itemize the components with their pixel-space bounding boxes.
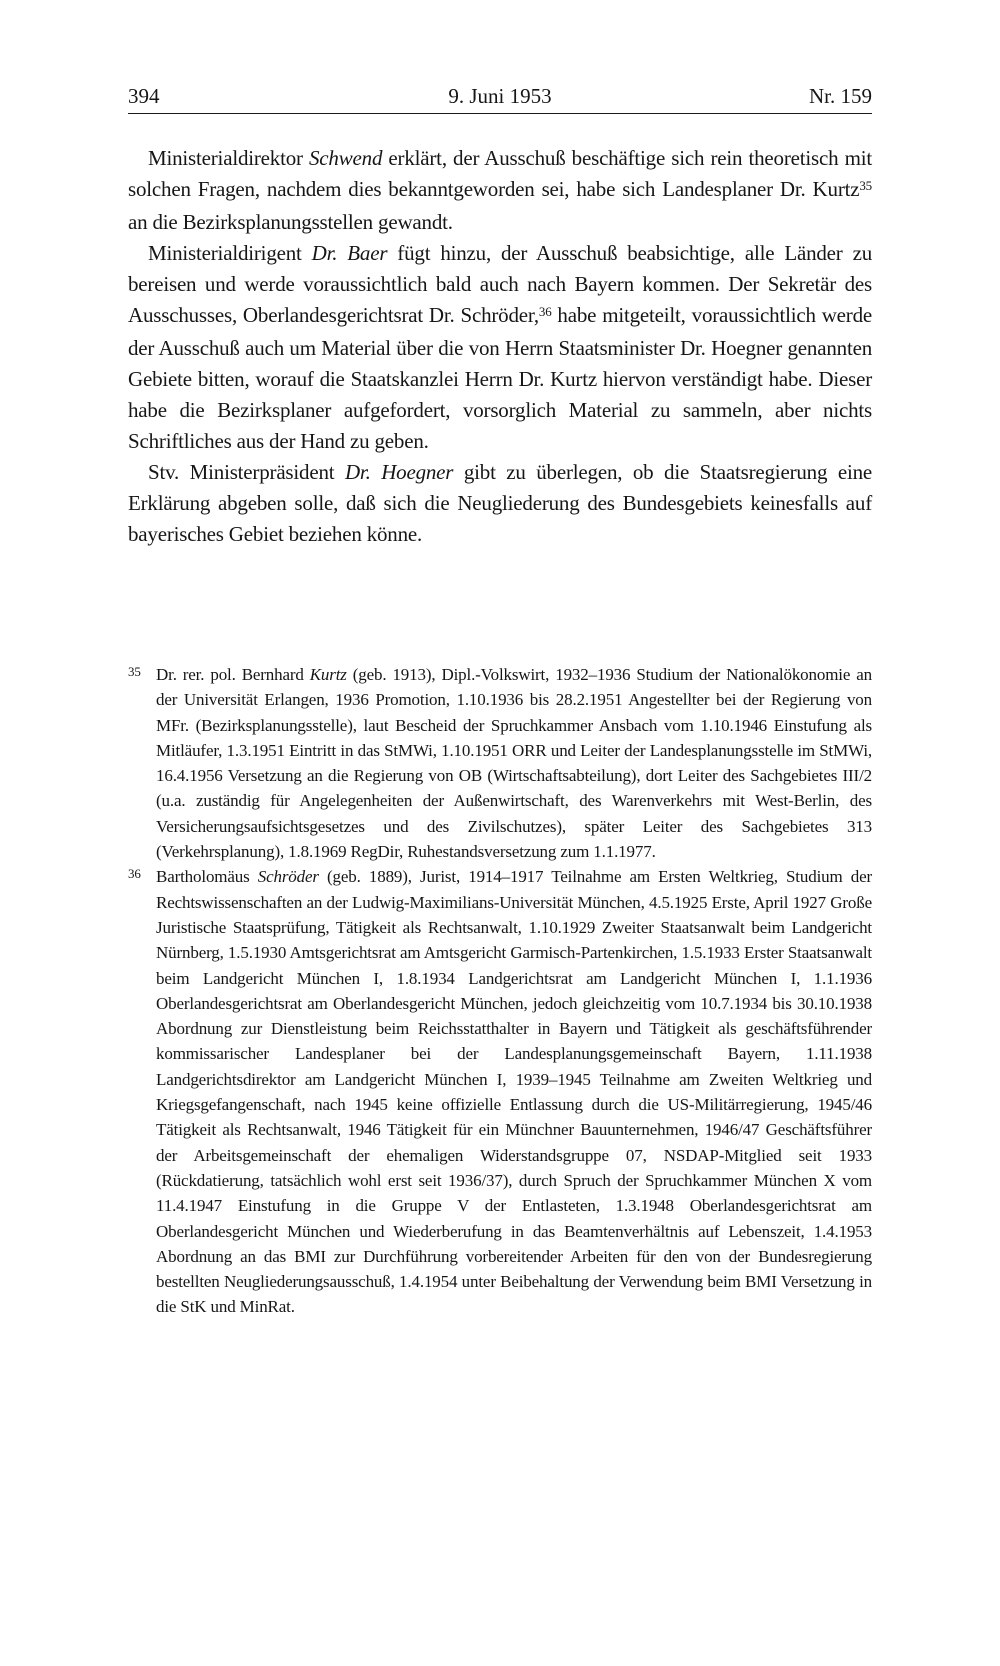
- paragraph: Stv. Ministerpräsident Dr. Hoegner gibt zu überlegen, ob die Staatsregierung eine Erklärung abgeben solle, daß sich die Neugliederung des Bundesgebiets keinesfalls auf bayerisches Gebiet beziehen könne.: [128, 460, 872, 546]
- footnotes-section: [128, 662, 872, 1320]
- body-text: [128, 143, 872, 550]
- paragraph: Ministerialdirigent Dr. Baer fügt hinzu, der Ausschuß beabsichtige, alle Länder zu bereisen und werde voraussichtlich bald auch nach Bayern kommen. Der Sekretär des Ausschusses, Oberlandesgerichtsrat Dr. Schröder,$^{36}$ habe mitgeteilt, voraussichtlich werde der Ausschuß auch um Material über die von Herrn Staatsminister Dr. Hoegner genannten Gebiete bitten, worauf die Staatskanzlei Herrn Dr. Kurtz hiervon verständigt habe. Dieser habe die Bezirksplaner aufgefordert, vorsorglich Material zu sammeln, aber nichts Schriftliches aus der Hand zu geben.: [128, 241, 872, 453]
- header-date: 9. Juni 1953: [448, 84, 552, 108]
- footnote-marker: 35: [128, 664, 141, 679]
- footnote-text: Bartholomäus Schröder (geb. 1889), Jurist, 1914–1917 Teilnahme am Ersten Weltkrieg, Studium der Rechtswissenschaften an der Ludwig-Maximilians-Universität München, 4.5.1925 Erste, April 1927 Große Juristische Staatsprüfung, Tätigkeit als Rechtsanwalt, 1.10.1929 Zweiter Staatsanwalt beim Landgericht Nürnberg, 1.5.1930 Amtsgerichtsrat am Amtsgericht Garmisch-Partenkirchen, 1.5.1933 Erster Staatsanwalt beim Landgericht München I, 1.8.1934 Landgerichtsrat am Landgericht München I, 1.1.1936 Oberlandesgerichtsrat am Oberlandesgericht München, jedoch gleichzeitig vom 10.7.1934 bis 30.10.1938 Abordnung zur Dienstleistung beim Reichsstatthalter in Bayern und Tätigkeit als geschäftsführender kommissarischer Landesplaner bei der Landesplanungsgemeinschaft Bayern, 1.11.1938 Landgerichtsdirektor am Landgericht München I, 1939–1945 Teilnahme am Zweiten Weltkrieg und Kriegsgefangenschaft, nach 1945 keine offizielle Entlassung durch die US-Militärregierung, 1945/46 Tätigkeit als Rechtsanwalt, 1946 Tätigkeit für ein Münchner Bauunternehmen, 1946/47 Geschäftsführer der Arbeitsgemeinschaft der ehemaligen Widerstandsgruppe 07, NSDAP-Mitglied seit 1933 (Rückdatierung, tatsächlich wohl erst seit 1936/37), durch Spruch der Spruchkammer München X vom 11.4.1947 Einstufung in die Gruppe V der Entlasteten, 1.3.1948 Oberlandesgerichtsrat am Oberlandesgericht München und Wiederberufung in das Beamtenverhältnis auf Lebenszeit, 1.4.1953 Abordnung an das BMI zur Durchführung vorbereitender Arbeiten für den von der Bundesregierung bestellten Neugliederungsausschuß, 1.4.1954 unter Beibehaltung der Verwendung beim BMI Versetzung in die StK und MinRat.: [156, 867, 872, 1317]
- footnote-35: [128, 662, 872, 864]
- header-doc-number: Nr. 159: [809, 84, 872, 108]
- footnote-36: [128, 864, 872, 1319]
- footnote-marker: 36: [128, 866, 141, 882]
- footnote-text: Dr. rer. pol. Bernhard Kurtz (geb. 1913), Dipl.-Volkswirt, 1932–1936 Studium der Nationalökonomie an der Universität Erlangen, 1936 Promotion, 1.10.1936 bis 28.2.1951 Angestellter bei der Regierung von MFr. (Bezirksplanungsstelle), laut Bescheid der Spruchkammer Ansbach vom 1.10.1946 Einstufung als Mitläufer, 1.3.1951 Eintritt in das StMWi, 1.10.1951 ORR und Leiter der Landesplanungsstelle im StMWi, 16.4.1956 Versetzung an die Regierung von OB (Wirtschaftsabteilung), dort Leiter des Sachgebietes III/2 (u.a. zuständig für Angelegenheiten der Außenwirtschaft, des Warenverkehrs mit West-Berlin, des Versicherungsaufsichtsgesetzes und des Zivilschutzes), später Leiter des Sachgebietes 313 (Verkehrsplanung), 1.8.1969 RegDir, Ruhestandsversetzung zum 1.1.1977.: [156, 665, 872, 862]
- paragraph: Ministerialdirektor Schwend erklärt, der Ausschuß beschäftige sich rein theoretisch mit solchen Fragen, nachdem dies bekanntgeworden sei, habe sich Landesplaner Dr. Kurtz$^{35}$ an die Bezirksplanungsstellen gewandt.: [128, 146, 872, 234]
- page-number: 394: [128, 84, 160, 108]
- page-header: [128, 84, 872, 114]
